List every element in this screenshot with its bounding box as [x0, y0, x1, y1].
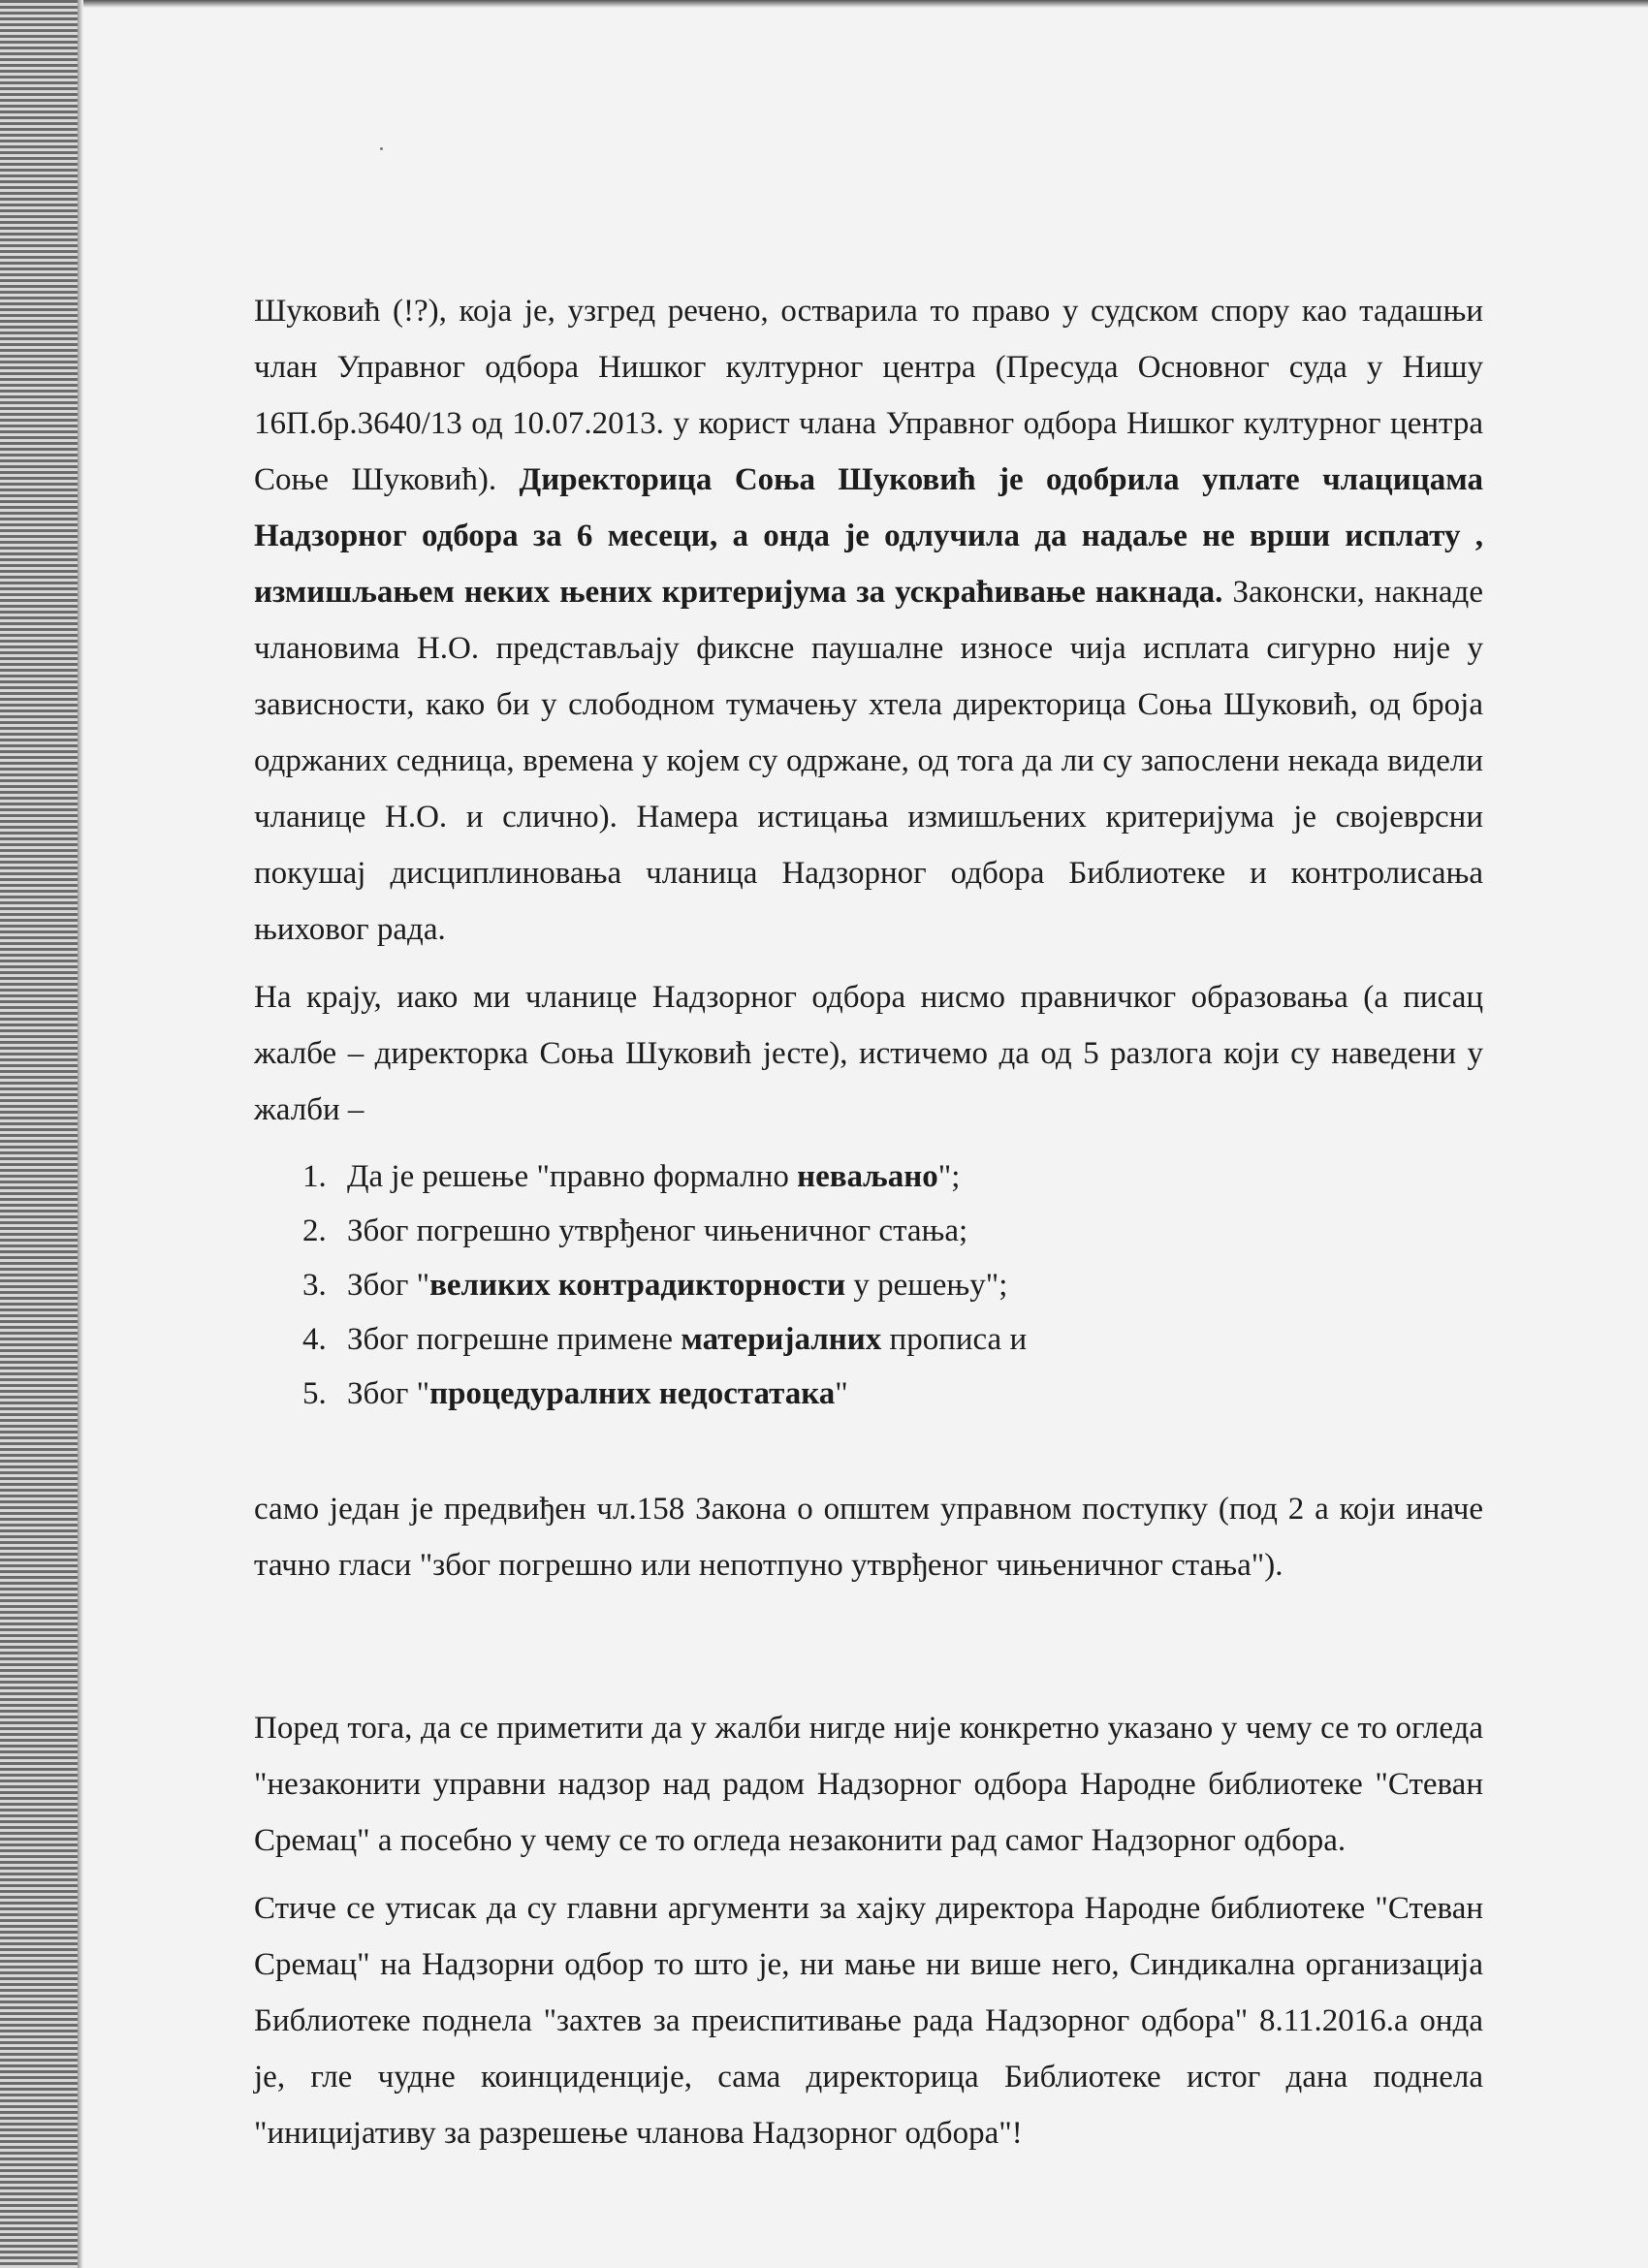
scan-margin-stripe — [0, 0, 78, 2268]
list-item-number: 1. — [302, 1159, 327, 1194]
reasons-list — [302, 1150, 1483, 1421]
paragraph-3: само један је предвиђен чл.158 Закона о општем управном поступку (под 2 а који иначе тачно гласи "због погрешно или непотпуно утврђеног чињеничног стања"). — [254, 1492, 1483, 1583]
spacer — [254, 1869, 1483, 1880]
list-item — [302, 1150, 1483, 1204]
paragraph-1-bold-text: Директорица Соња Шуковић је одобрила уплате члацицама Надзорног одбора за 6 месеци, а онда је одлучила да надаље не врши исплату , измишљањем неких њених критеријума за ускраћивање накнада. — [254, 462, 1483, 610]
spacer — [254, 1421, 1483, 1481]
list-item-text — [347, 1312, 1027, 1367]
list-item-text-post: " — [835, 1376, 848, 1411]
paragraph-4: Поред тога, да се приметити да у жалби нигде није конкретно указано у чему се то огледа "незаконити управни надзор над радом Надзорног одбора Народне библиотеке "Стеван Сремац" а посебно у чему се то огледа незаконити рад самог Надзорног одбора. — [254, 1711, 1483, 1858]
list-item-text-pre: Да је решење "правно формално — [347, 1159, 798, 1194]
list-item-text-bold: великих контрадикторности — [429, 1268, 846, 1303]
list-item-text-post: "; — [937, 1159, 961, 1194]
scan-speck — [380, 147, 383, 150]
paragraph-1 — [254, 283, 1483, 958]
list-item-number: 2. — [302, 1213, 327, 1248]
paragraph-2: На крају, иако ми чланице Надзорног одбора нисмо правничког образовања (а писац жалбе – директорка Соња Шуковић јесте), истичемо да од 5 разлога који су наведени у жалби – — [254, 980, 1483, 1127]
scan-top-edge — [0, 0, 1648, 8]
list-item-text-pre: Због " — [347, 1376, 430, 1411]
spacer — [254, 1593, 1483, 1700]
list-item-text — [347, 1204, 967, 1258]
list-item-text-bold: процедуралних недостатака — [429, 1376, 836, 1411]
list-item-text-bold: материјалних — [681, 1322, 882, 1357]
list-item — [302, 1258, 1483, 1312]
paragraph-5: Стиче се утисак да су главни аргументи за хајку директора Народне библиотеке "Стеван Сремац" на Надзорни одбор то што је, ни мање ни више него, Синдикална организација Библиотеке поднела "захтев за преиспитивање рада Надзорног одбора" 8.11.2016.а онда је, гле чудне коинциденције, сама директорица Библиотеке истог дана поднела "иницијативу за разрешење чланова Надзорног одбора"! — [254, 1891, 1483, 2151]
list-item-number: 4. — [302, 1322, 327, 1357]
list-item-number: 5. — [302, 1376, 327, 1411]
list-item-text-pre: Због погрешне примене — [347, 1322, 681, 1357]
list-item — [302, 1204, 1483, 1258]
spacer — [254, 1138, 1483, 1150]
list-item-text-pre: Због " — [347, 1268, 430, 1303]
list-item-text — [347, 1367, 848, 1421]
list-item-text-post: у решењу"; — [845, 1268, 1008, 1303]
list-item-text — [347, 1150, 960, 1204]
scan-margin-shadow — [78, 0, 83, 2268]
list-item-text-bold: неваљано — [797, 1159, 938, 1194]
list-item — [302, 1367, 1483, 1421]
paragraph-1-text-b: Законски, накнаде члановима Н.О. представљају фиксне паушалне износе чија исплата сигурно није у зависности, како би у слободном тумачењу хтела директорица Соња Шуковић, од броја одржаних седница, времена у којем су одржане, од тога да ли су запослени некада видели чланице Н.О. и слично). Намера истицања измишљених критеријума је својеврсни покушај дисциплиновања чланица Надзорног одбора Библиотеке и контролисања њиховог рада. — [254, 575, 1483, 947]
list-item — [302, 1312, 1483, 1367]
paragraph-1-text-a: Шуковић (!?), која је, узгред речено, остварила то право у судском спору као тадашњи члан Управног одбора Нишког културног центра (Пресуда Основног суда у Нишу 16П.бр.3640/13 од 10.07.2013. у корист члана Управног одбора Нишког културног центра Соње Шуковић). — [254, 294, 1483, 497]
list-item-text-post: прописа и — [881, 1322, 1028, 1357]
list-item-number: 3. — [302, 1268, 327, 1303]
spacer — [254, 958, 1483, 969]
list-item-text-pre: Због погрешно утврђеног чињеничног стања; — [347, 1213, 968, 1248]
document-body — [254, 283, 1483, 2161]
list-item-text — [347, 1258, 1007, 1312]
